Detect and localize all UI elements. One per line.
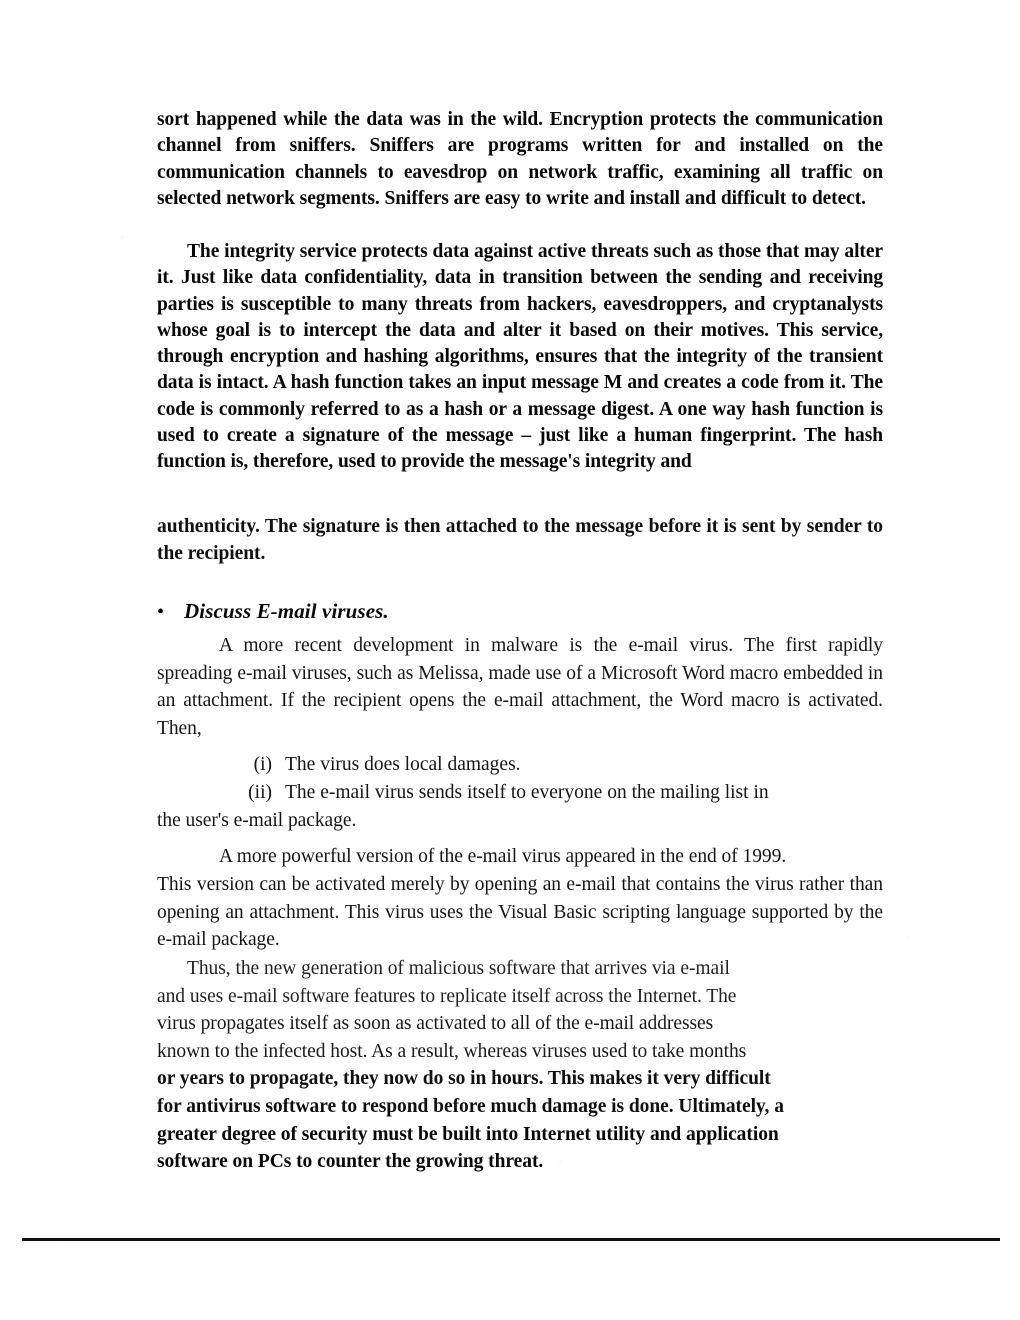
email-virus-paragraph-2-rest: This version can be activated merely by opening an e-mail that contains the virus rather than opening an attachment. This virus uses the Visual Basic scripting language supported by the e-mail package. <box>157 874 883 950</box>
list-item-i-numeral: (i) <box>253 754 272 775</box>
footer-divider <box>22 1238 1000 1241</box>
security-paragraph-1-block <box>157 107 883 212</box>
conclusion-line-7: greater degree of security must be built into Internet utility and application <box>157 1123 779 1145</box>
list-item-ii <box>157 779 883 807</box>
conclusion-line-2: and uses e-mail software features to replicate itself across the Internet. The <box>157 985 737 1007</box>
security-paragraph-2-block <box>157 239 883 476</box>
list-item-i <box>157 751 883 779</box>
email-virus-paragraph-2-line-1: A more powerful version of the e-mail virus appeared in the end of 1999. <box>219 846 787 867</box>
conclusion-line-6: for antivirus software to respond before much damage is done. Ultimately, a <box>157 1095 784 1117</box>
conclusion-line-8: software on PCs to counter the growing threat. <box>157 1151 544 1173</box>
conclusion-line-5: or years to propagate, they now do so in hours. This makes it very difficult <box>157 1068 771 1090</box>
bullet-heading-row <box>157 598 883 625</box>
conclusion-line-3: virus propagates itself as soon as activated to all of the e-mail addresses <box>157 1013 714 1035</box>
email-virus-paragraph-2-block <box>157 871 883 954</box>
email-virus-paragraph-2-first-line <box>157 843 883 871</box>
security-paragraph-1: sort happened while the data was in the wild. Encryption protects the communication channel from sniffers. Sniffers are programs written for and installed on the communication channels to eavesdrop on network traffic, examining all traffic on selected network segments. Sniffers are easy to write and install and difficult to detect. <box>157 109 883 209</box>
email-virus-paragraph-1-block <box>157 632 883 742</box>
list-continuation-block <box>157 807 883 835</box>
bullet-heading-text: Discuss E-mail viruses. <box>184 599 389 623</box>
conclusion-line-4: known to the infected host. As a result, whereas viruses used to take months <box>157 1040 747 1062</box>
list-item-i-text: The virus does local damages. <box>285 754 521 775</box>
conclusion-block <box>157 955 883 1176</box>
security-paragraph-3-block <box>157 513 883 567</box>
conclusion-line-1: Thus, the new generation of malicious software that arrives via e-mail <box>187 958 730 979</box>
list-continuation: the user's e-mail package. <box>157 810 357 831</box>
list-item-ii-numeral: (ii) <box>248 782 272 803</box>
email-virus-paragraph-1: A more recent development in malware is the e-mail virus. The first rapidly spreading e-mail viruses, such as Melissa, made use of a Microsoft Word macro embedded in an attachment. If the recipient opens the e-mail attachment, the Word macro is activated. Then, <box>157 635 883 739</box>
bullet-dot-icon: • <box>157 601 165 623</box>
security-paragraph-3: authenticity. The signature is then attached to the message before it is sent by sender to the recipient. <box>157 516 883 564</box>
list-item-ii-text: The e-mail virus sends itself to everyone on the mailing list in <box>285 782 769 803</box>
security-paragraph-2: The integrity service protects data against active threats such as those that may alter it. Just like data confidentiality, data in transition between the sending and receiving parties is susceptible to many threats from hackers, eavesdroppers, and cryptanalysts whose goal is to intercept the data and alter it based on their motives. This service, through encryption and hashing algorithms, ensures that the integrity of the transient data is intact. A hash function takes an input message M and creates a code from it. The code is commonly referred to as a hash or a message digest. A one way hash function is used to create a signature of the message – just like a human fingerprint. The hash function is, therefore, used to provide the message's integrity and <box>157 241 883 473</box>
